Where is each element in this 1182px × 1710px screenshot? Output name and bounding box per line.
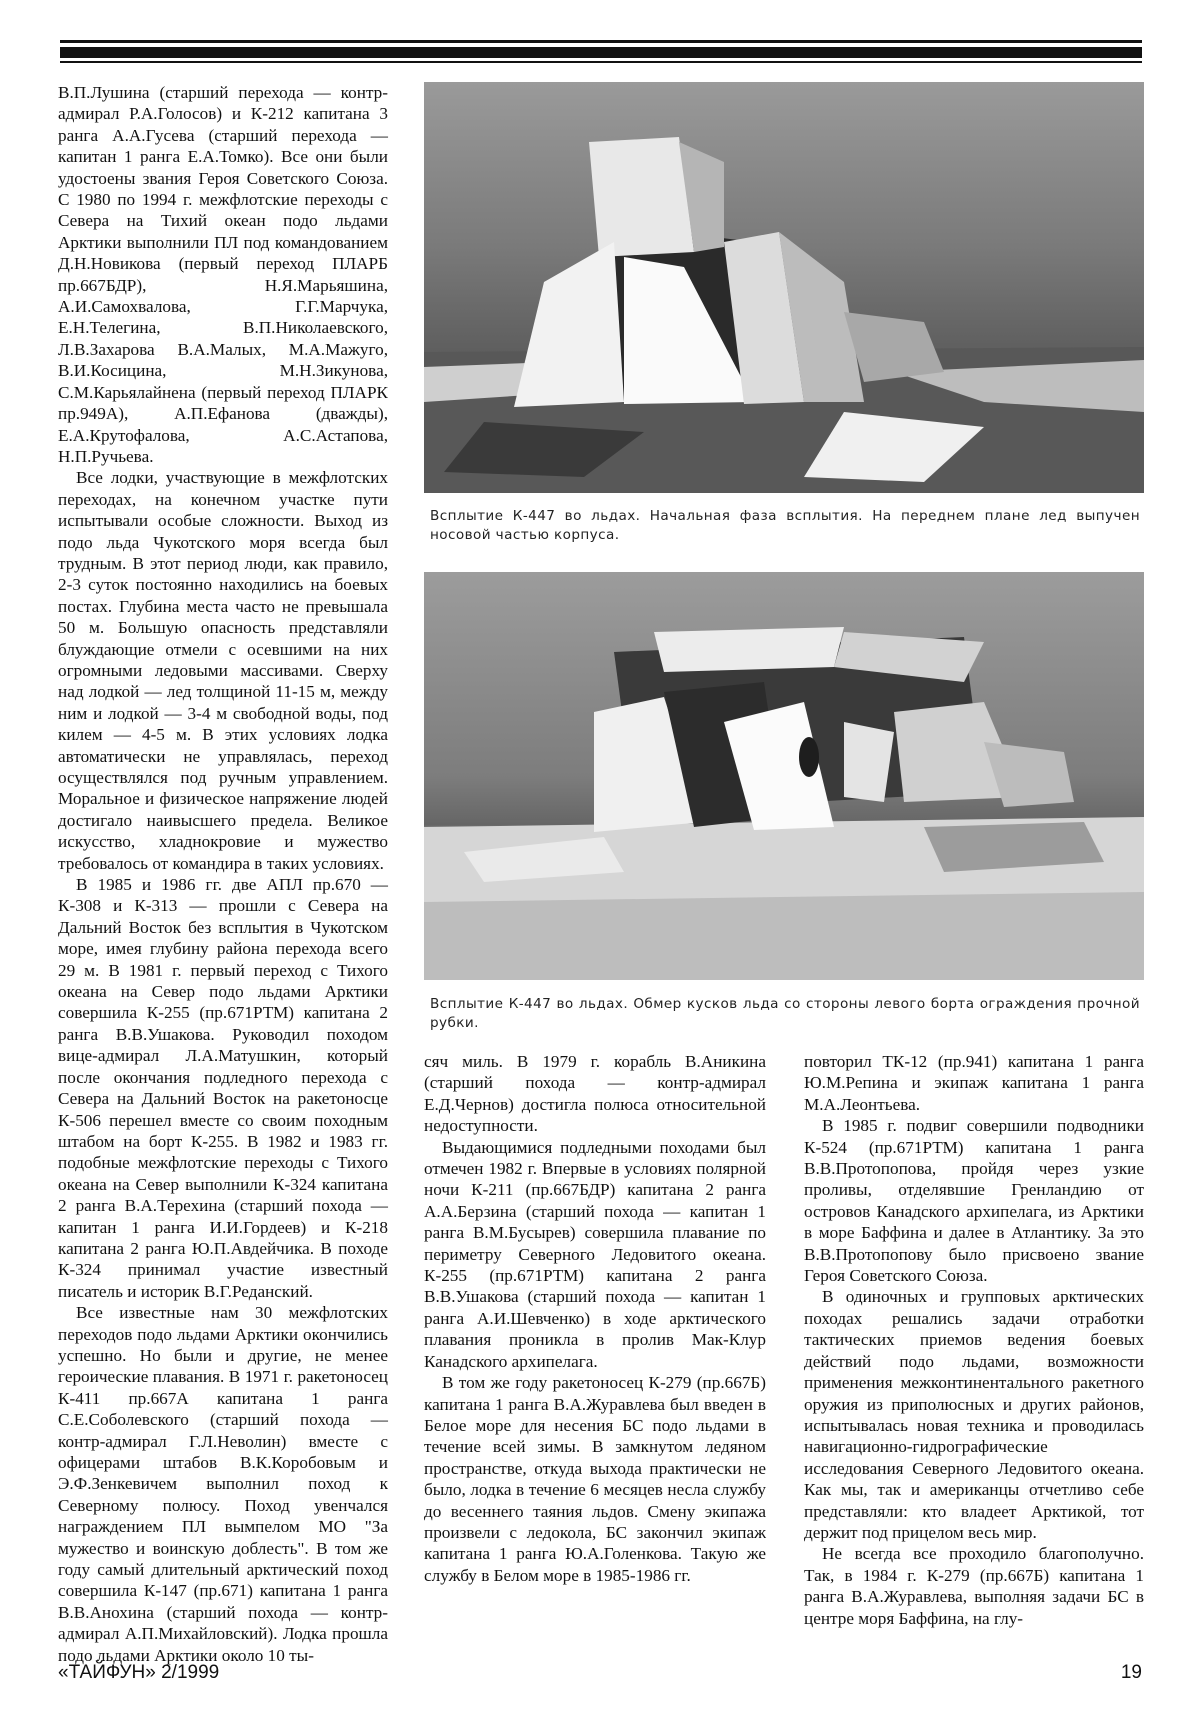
paragraph: В том же году ракетоносец К-279 (пр.667Б) капитана 1 ранга В.А.Журавлева был введен в Белое море для несения БС подо льдами в течение всей зимы. В замкнутом ледяном пространстве, откуда выхода практически не было, лодка в течение 6 месяцев несла службу до весеннего таяния льдов. Смену экипажа произвели с ледокола, БС закончил экипаж капитана 1 ранга Ю.А.Голенкова. Такую же службу в Белом море в 1985-1986 гг. [424,1373,766,1585]
page-number: 19 [1120,1662,1142,1683]
right-text-column [804,1051,1144,1629]
paragraph: Выдающимися подледными походами был отмечен 1982 г. Впервые в условиях полярной ночи К-211 (пр.667БДР) капитана 2 ранга А.А.Берзина (старший похода — капитан 1 ранга В.М.Бусырев) совершила плавание по периметру Северного Ледовитого океана. К-255 (пр.671РТМ) капитана 2 ранга В.В.Ушакова (старший похода — капитан 1 ранга А.И.Шевченко) в ходе арктического плавания проникла в пролив Мак-Клур Канадского архипелага. [424,1137,766,1371]
photo-surfacing-initial-phase [424,82,1144,493]
paragraph: Все лодки, участвующие в межфлотских переходах, на конечном участке пути испытывали особые сложности. Выход из подо льда Чукотского моря всегда был трудным. В этот период люди, как правило, 2-3 суток постоянно находились на боевых постах. Глубина места часто не превышала 50 м. Большую опасность представляли блуждающие отмели с осевшими на них огромными ледовыми массивами. Сверху над лодкой — лед толщиной 11-15 м, между ним и лодкой — 3-4 м свободной воды, под килем — 4-5 м. В этих условиях лодка автоматически не управлялась, переход осуществлялся под ручным управлением. Моральное и физическое напряжение людей достигало наивысшего предела. Великое искусство, хладнокровие и мужество требовалось от командира в таких условиях. [58,468,388,873]
photo1-caption: Всплытие К-447 во льдах. Начальная фаза всплытия. На переднем плане лед выпучен носовой частью корпуса. [430,508,1140,543]
photo2-caption: Всплытие К-447 во льдах. Обмер кусков льда со стороны левого борта ограждения прочной рубки. [430,996,1140,1031]
paragraph: повторил ТК-12 (пр.941) капитана 1 ранга Ю.М.Репина и экипаж капитана 1 ранга М.А.Леонтьева. [804,1052,1144,1114]
header-rule-bottom [60,61,1142,63]
paragraph: В.П.Лушина (старший перехода — контр-адмирал Р.А.Голосов) и К-212 капитана 3 ранга А.А.Гусева (старший перехода — капитан 1 ранга Е.А.Томко). Все они были удостоены звания Героя Советского Союза. С 1980 по 1994 г. межфлотские переходы с Севера на Тихий океан подо льдами Арктики выполнили ПЛ под командованием Д.Н.Новикова (первый переход ПЛАРБ пр.667БДР), Н.Я.Марьяшина, А.И.Самохвалова, Г.Г.Марчука, Е.Н.Телегина, В.П.Николаевского, Л.В.Захарова В.А.Малых, М.А.Мажуго, В.И.Косицина, М.Н.Зикунова, С.М.Карьялайнена (первый переход ПЛАРК пр.949А), А.П.Ефанова (дважды), Е.А.Крутофалова, А.С.Астапова, Н.П.Ручьева. [58,83,388,466]
header-rule-thin [60,40,1142,43]
paragraph: Все известные нам 30 межфлотских переходов подо льдами Арктики окончились успешно. Но были и другие, не менее героические плавания. В 1971 г. ракетоносец К-411 пр.667А капитана 1 ранга С.Е.Соболевского (старший похода — контр-адмирал Г.Л.Неволин) вместе с офицерами штабов В.К.Коробовым и Э.Ф.Зенкевичем выполнил поход к Северному полюсу. Поход увенчался награждением ПЛ вымпелом МО "За мужество и воинскую доблесть". В том же году самый длительный арктический поход совершила К-147 (пр.671) капитана 1 ранга В.В.Анохина (старший похода — контр-адмирал А.П.Михайловский). Лодка прошла подо льдами Арктики около 10 ты- [58,1303,388,1665]
paragraph: Не всегда все проходило благополучно. Так, в 1984 г. К-279 (пр.667Б) капитана 1 ранга В.А.Журавлева, выполняя задачи БС в центре моря Баффина, на глу- [804,1544,1144,1628]
paragraph: В 1985 г. подвиг совершили подводники К-524 (пр.671РТМ) капитана 1 ранга В.В.Протопопова, пройдя через узкие проливы, отделявшие Гренландию от островов Канадского архипелага, из Арктики в море Баффина и далее в Атлантику. За это В.В.Протопопову было присвоено звание Героя Советского Союза. [804,1116,1144,1286]
paragraph: сяч миль. В 1979 г. корабль В.Аникина (старший похода — контр-адмирал Е.Д.Чернов) достигла полюса относительной недоступности. [424,1052,766,1136]
photo-ice-measurement [424,572,1144,980]
left-text-column [58,82,388,1666]
middle-text-column [424,1051,766,1586]
paragraph: В 1985 и 1986 гг. две АПЛ пр.670 — К-308 и К-313 — прошли с Севера на Дальний Восток без всплытия в Чукотском море, имея глубину района перехода всего 29 м. В 1981 г. первый переход с Тихого океана на Север подо льдами Арктики совершила К-255 (пр.671РТМ) капитана 2 ранга В.В.Ушакова. Руководил походом вице-адмирал Л.А.Матушкин, который после окончания подледного перехода с Севера на Дальний Восток на ракетоносце К-506 перешел вместе со своим походным штабом на борт К-255. В 1982 и 1983 гг. подобные межфлотские переходы с Тихого океана на Север выполнили К-324 капитана 2 ранга В.А.Терехина (старший похода — капитан 1 ранга И.И.Гордеев) и К-218 капитана 2 ранга Ю.П.Авдейчика. В походе К-324 принимал участие известный писатель и историк В.Г.Реданский. [58,875,388,1301]
header-rule-thick [60,47,1142,58]
paragraph: В одиночных и групповых арктических походах решались задачи отработки тактических приемов ведения боевых действий подо льдами, возможности применения межконтинентального ракетного оружия из приполюсных и других районов, испытывалась новая техника и проводилась навигационно-гидрографические исследования Северного Ледовитого океана. Как мы, так и американцы отчетливо себе представляли: кто владеет Арктикой, тот держит под прицелом весь мир. [804,1287,1144,1542]
journal-issue: «ТАЙФУН» 2/1999 [58,1662,220,1683]
